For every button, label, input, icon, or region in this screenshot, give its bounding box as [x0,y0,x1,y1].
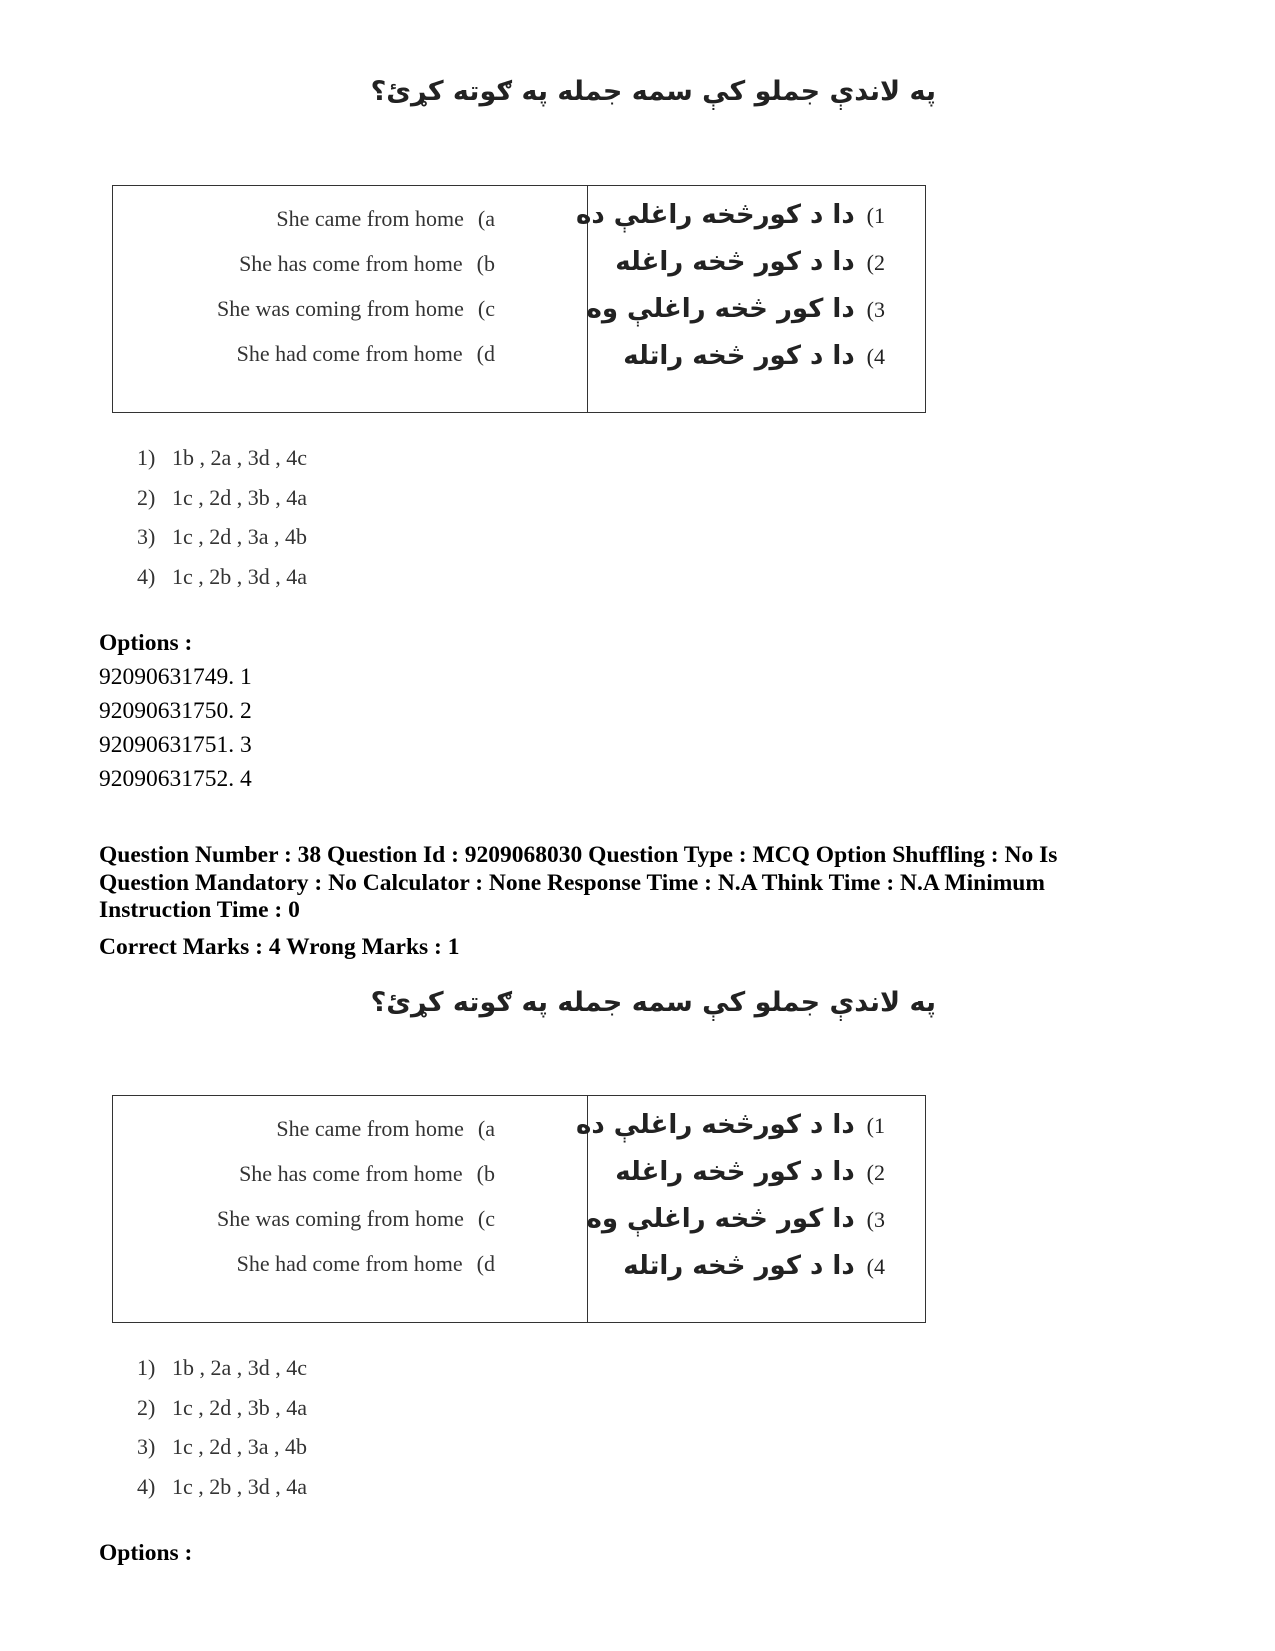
question-heading-pashto: په لاندې جملو کې سمه جمله په ګوته کړئ؟ [370,76,936,107]
left-item-text: She has come from home [239,1161,463,1186]
right-item-number: (3 [866,1207,885,1232]
left-item-letter: (b [476,1161,495,1186]
right-item-3 [585,1204,885,1234]
answer-choice-4 [137,1474,307,1500]
choice-number: 2) [137,485,156,510]
left-item-text: She was coming from home [217,296,464,321]
left-item-letter: (c [477,1206,495,1231]
left-item-letter: (d [476,341,495,366]
left-item-letter: (a [477,1116,495,1141]
right-item-number: (2 [866,1160,885,1185]
choice-number: 2) [137,1395,156,1420]
answer-choice-2 [137,1395,307,1421]
right-item-2 [585,247,885,277]
options-label: Options : [99,1540,193,1566]
left-item-b [239,1161,495,1187]
left-item-a [276,206,495,232]
option-3: 92090631751. 3 [99,732,252,758]
question-meta: Question Number : 38 Question Id : 9209068030 Question Type : MCQ Option Shuffling : No Is Question Mandatory : No Calculator : None Response Time : N.A Think Time : N.A Minimum Instruction Time : 0 [99,842,1058,923]
right-item-text: دا د کور څخه راتله [623,1251,855,1281]
left-item-d [237,1251,495,1277]
option-2: 92090631750. 2 [99,698,252,724]
question-heading-pashto: په لاندې جملو کې سمه جمله په ګوته کړئ؟ [370,987,936,1018]
right-item-number: (4 [866,344,885,369]
left-item-letter: (b [476,251,495,276]
choice-number: 1) [137,445,156,470]
answer-choice-1 [137,445,307,471]
right-item-text: دا کور څخه راغلې وه [586,1204,855,1234]
right-item-number: (1 [866,203,885,228]
answer-choice-3 [137,524,307,550]
left-item-b [239,251,495,277]
right-item-text: دا د کور څخه راتله [623,341,855,371]
choice-number: 3) [137,1434,156,1459]
left-item-text: She came from home [276,1116,464,1141]
answer-choice-2 [137,485,307,511]
right-item-text: دا د کورڅخه راغلې ده [575,1110,855,1140]
options-label: Options : [99,630,193,656]
choice-text: 1c , 2d , 3a , 4b [172,524,308,549]
left-item-text: She had come from home [236,341,463,366]
right-item-1 [575,1110,885,1140]
left-item-letter: (d [476,1251,495,1276]
left-item-a [276,1116,495,1142]
left-item-c [217,296,495,322]
choice-number: 4) [137,564,156,589]
right-item-number: (2 [866,250,885,275]
choice-number: 4) [137,1474,156,1499]
right-item-number: (3 [866,297,885,322]
right-item-text: دا د کورڅخه راغلې ده [575,200,855,230]
right-item-text: دا د کور څخه راغله [615,247,855,277]
right-item-1 [575,200,885,230]
choice-text: 1c , 2d , 3b , 4a [172,1395,308,1420]
choice-text: 1c , 2b , 3d , 4a [172,564,308,589]
right-item-4 [585,1251,885,1281]
left-item-text: She has come from home [239,251,463,276]
right-item-4 [585,341,885,371]
right-item-2 [585,1157,885,1187]
match-table [112,185,926,413]
left-item-c [217,1206,495,1232]
choice-text: 1c , 2d , 3b , 4a [172,485,308,510]
right-item-text: دا د کور څخه راغله [615,1157,855,1187]
match-table [112,1095,926,1323]
choice-number: 1) [137,1355,156,1380]
answer-choice-1 [137,1355,307,1381]
left-item-text: She was coming from home [217,1206,464,1231]
answer-choice-4 [137,564,307,590]
choice-number: 3) [137,524,156,549]
right-item-number: (4 [866,1254,885,1279]
option-4: 92090631752. 4 [99,766,252,792]
marks-line: Correct Marks : 4 Wrong Marks : 1 [99,934,460,960]
answer-choice-3 [137,1434,307,1460]
left-item-text: She came from home [276,206,464,231]
choice-text: 1b , 2a , 3d , 4c [172,1355,308,1380]
left-item-text: She had come from home [236,1251,463,1276]
left-item-letter: (c [477,296,495,321]
choice-text: 1b , 2a , 3d , 4c [172,445,308,470]
option-1: 92090631749. 1 [99,664,252,690]
left-item-d [237,341,495,367]
left-item-letter: (a [477,206,495,231]
right-item-number: (1 [866,1113,885,1138]
right-item-text: دا کور څخه راغلې وه [586,294,855,324]
choice-text: 1c , 2b , 3d , 4a [172,1474,308,1499]
right-item-3 [585,294,885,324]
choice-text: 1c , 2d , 3a , 4b [172,1434,308,1459]
